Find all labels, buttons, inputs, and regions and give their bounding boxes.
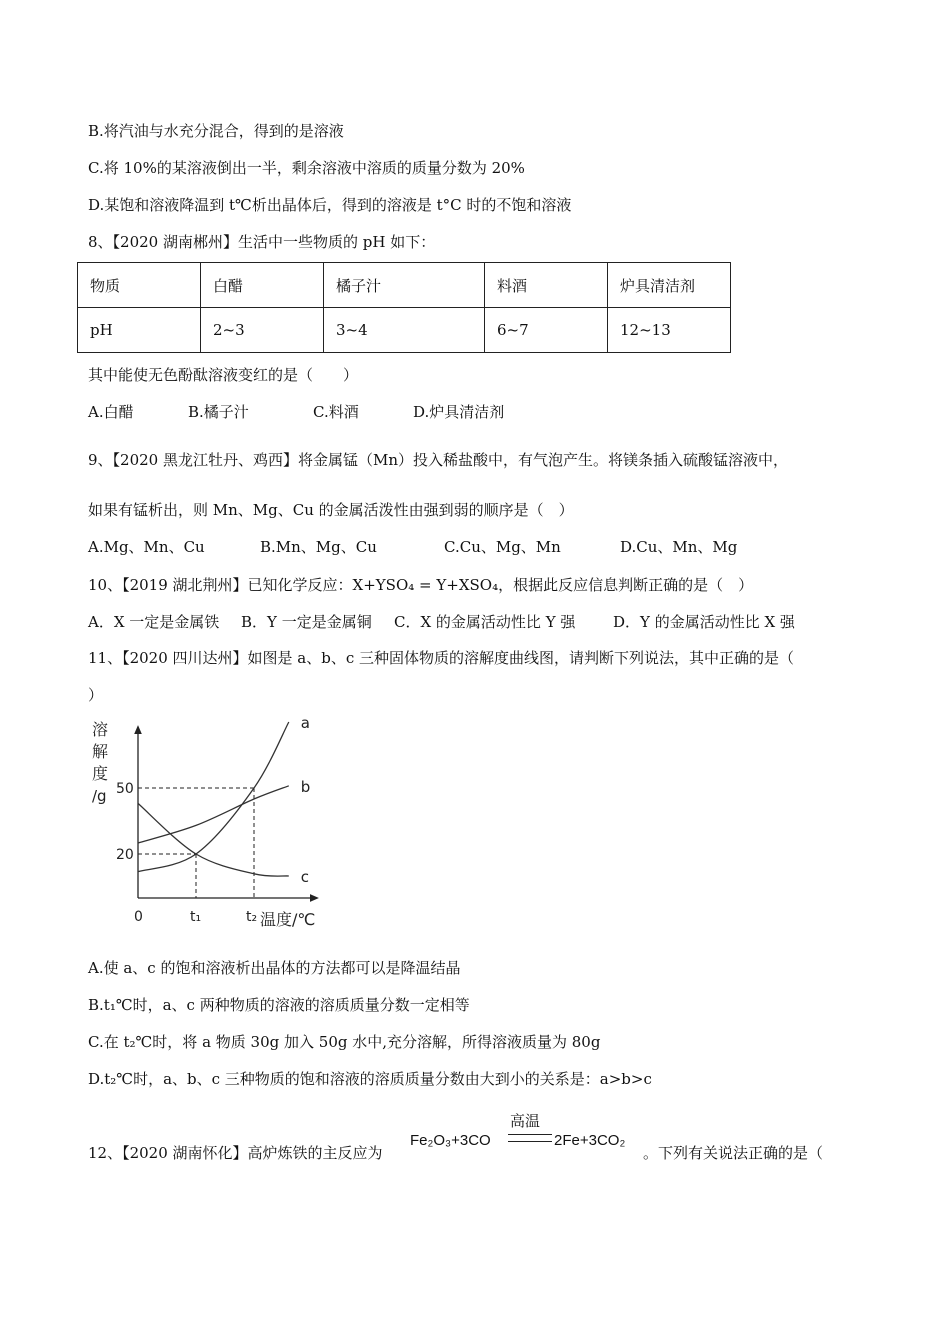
x-axis-label: 温度/℃ — [260, 910, 316, 929]
ticks — [116, 781, 257, 925]
q8-question: 其中能使无色酚酞溶液变红的是（ ） — [88, 366, 359, 384]
q11-option-a: A.使 a、c 的饱和溶液析出晶体的方法都可以是降温结晶 — [88, 959, 461, 977]
table-cell: 橘子汁 — [324, 263, 485, 308]
q9-option-c: C.Cu、Mg、Mn — [444, 538, 561, 556]
table-cell: 料酒 — [485, 263, 608, 308]
q10-option-c: C．X 的金属活动性比 Y 强 — [394, 613, 576, 631]
q10-stem: 10、【2019 湖北荆州】已知化学反应：X+YSO₄ = Y+XSO₄，根据此反应信息判断正确的是（ ） — [88, 576, 754, 594]
equals-sign — [508, 1134, 552, 1142]
q7-option-d: D.某饱和溶液降温到 t℃析出晶体后，得到的溶液是 t°C 时的不饱和溶液 — [88, 196, 572, 214]
q8-option-d: D.炉具清洁剂 — [413, 403, 505, 421]
y-axis-label-3: 度 — [92, 764, 109, 783]
series-label-a: a — [300, 715, 311, 732]
x-tick-label: t₁ — [190, 909, 202, 925]
q7-option-b: B.将汽油与水充分混合，得到的是溶液 — [88, 122, 344, 140]
curves — [138, 715, 310, 886]
q9-stem-line1: 9、【2020 黑龙江牡丹、鸡西】将金属锰（Mn）投入稀盐酸中，有气泡产生。将镁条插入硫酸锰溶液中， — [88, 451, 789, 469]
reactants: Fe₂O₃+3CO — [410, 1132, 491, 1149]
y-tick-label: 50 — [116, 781, 134, 797]
y-axis-label-1: 溶 — [92, 720, 109, 739]
table-cell: 12~13 — [608, 308, 731, 353]
table-cell: 物质 — [78, 263, 201, 308]
q7-option-c: C.将 10%的某溶液倒出一半，剩余溶液中溶质的质量分数为 20% — [88, 159, 525, 177]
table-row — [78, 263, 731, 308]
reaction-equation — [410, 1110, 640, 1160]
q8-stem: 8、【2020 湖南郴州】生活中一些物质的 pH 如下： — [88, 233, 436, 251]
q9-stem-line2: 如果有锰析出，则 Mn、Mg、Cu 的金属活泼性由强到弱的顺序是（ ） — [88, 501, 574, 519]
table-cell: 3~4 — [324, 308, 485, 353]
table-row — [78, 308, 731, 353]
dashed-guides — [138, 788, 254, 898]
q9-option-b: B.Mn、Mg、Cu — [260, 538, 377, 556]
series-label-b: b — [300, 777, 311, 796]
products: 2Fe+3CO₂ — [554, 1132, 626, 1149]
y-tick-label: 20 — [116, 847, 134, 863]
q12-stem-prefix: 12、【2020 湖南怀化】高炉炼铁的主反应为 — [88, 1144, 383, 1162]
q10-option-d: D．Y 的金属活动性比 X 强 — [613, 613, 795, 631]
solubility-chart — [80, 715, 330, 935]
q11-option-d: D.t₂℃时，a、b、c 三种物质的饱和溶液的溶质质量分数由大到小的关系是：a>b>c — [88, 1070, 652, 1088]
q8-option-c: C.料酒 — [313, 403, 359, 421]
x-tick-label: t₂ — [246, 909, 258, 925]
q11-option-b: B.t₁℃时，a、c 两种物质的溶液的溶质质量分数一定相等 — [88, 996, 470, 1014]
table-cell: 2~3 — [201, 308, 324, 353]
q8-option-b: B.橘子汁 — [188, 403, 249, 421]
table-cell: 白醋 — [201, 263, 324, 308]
q12-stem-suffix: 。下列有关说法正确的是（ — [643, 1144, 824, 1162]
table-cell: 6~7 — [485, 308, 608, 353]
curve-c — [138, 803, 289, 876]
y-axis-label-2: 解 — [92, 742, 109, 761]
curve-b — [138, 786, 289, 843]
q11-option-c: C.在 t₂℃时，将 a 物质 30g 加入 50g 水中,充分溶解，所得溶液质量为 80g — [88, 1033, 601, 1051]
ph-table — [77, 262, 731, 353]
reaction-condition: 高温 — [510, 1112, 541, 1130]
q8-option-a: A.白醋 — [88, 403, 134, 421]
series-label-c: c — [300, 868, 310, 886]
q11-stem-line2: ） — [88, 686, 104, 704]
q10-option-b: B．Y 一定是金属铜 — [241, 613, 372, 631]
q9-option-a: A.Mg、Mn、Cu — [88, 538, 205, 556]
table-cell: pH — [78, 308, 201, 353]
table-cell: 炉具清洁剂 — [608, 263, 731, 308]
q10-option-a: A．X 一定是金属铁 — [88, 613, 220, 631]
y-axis-label-4: /g — [92, 787, 107, 805]
q11-stem-line1: 11、【2020 四川达州】如图是 a、b、c 三种固体物质的溶解度曲线图，请判断下列说法，其中正确的是（ — [88, 649, 795, 667]
curve-a — [138, 722, 289, 872]
x-tick-label: 0 — [134, 909, 143, 925]
q9-option-d: D.Cu、Mn、Mg — [620, 538, 738, 556]
